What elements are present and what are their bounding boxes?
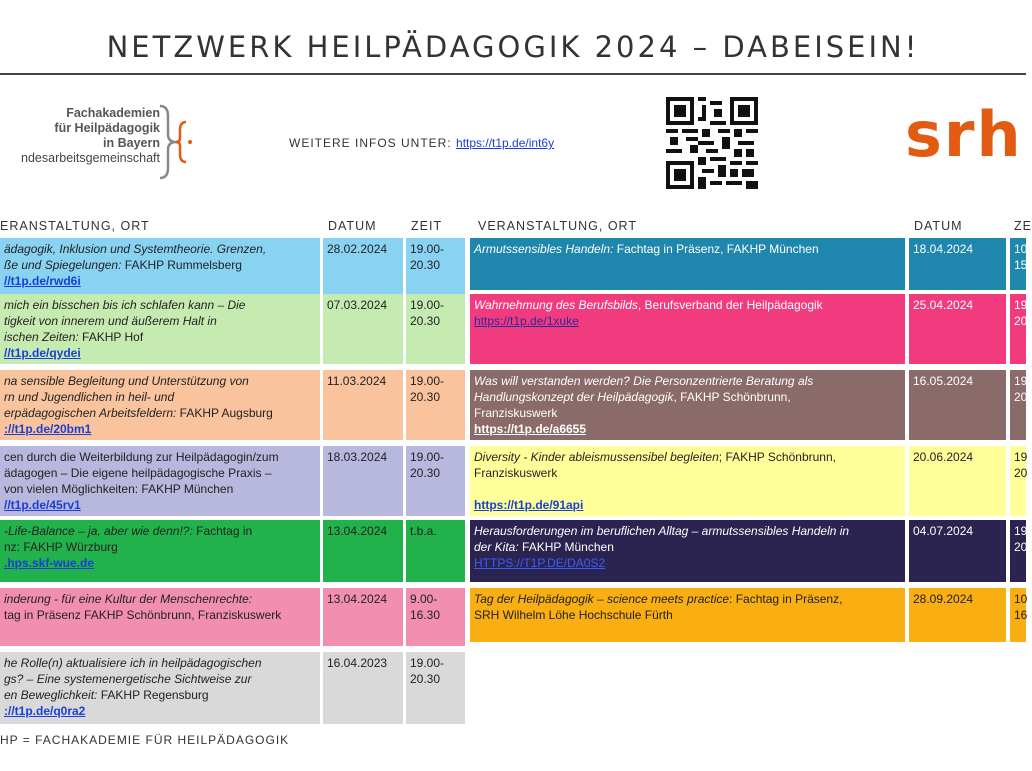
event-title: Tag der Heilpädagogik – science meets practice — [474, 592, 730, 606]
event-time: 10 15 — [1010, 238, 1026, 290]
event-title: inderung - für eine Kultur der Menschenrechte: — [4, 592, 253, 606]
event-cell — [470, 588, 905, 642]
title-divider — [0, 73, 1026, 75]
event-cell — [0, 446, 320, 516]
event-link[interactable]: //t1p.de/qydei — [4, 346, 81, 360]
event-title: Handlungskonzept der Heilpädagogik — [474, 390, 674, 404]
event-title: -Life-Balance – ja, aber wie denn!?: — [4, 524, 193, 538]
event-link[interactable]: ://t1p.de/20bm1 — [4, 422, 92, 436]
srh-logo: srh — [905, 98, 1023, 171]
logo-line-4: ndesarbeitsgemeinschaft — [21, 151, 160, 165]
event-title: ädagogik, Inklusion und Systemtheorie. Grenzen, — [4, 242, 267, 256]
event-date: 16.04.2023 — [323, 652, 403, 724]
event-type: Fachtag in — [192, 524, 253, 538]
event-location: Franziskuswerk — [474, 406, 558, 420]
event-date: 28.02.2024 — [323, 238, 403, 299]
event-location: von vielen Möglichkeiten: FAKHP München — [4, 482, 234, 496]
event-location: tag in Präsenz FAKHP Schönbrunn, Franziskuswerk — [4, 608, 282, 622]
event-time: 19 20 — [1010, 446, 1026, 516]
event-date: 25.04.2024 — [909, 294, 1006, 364]
event-time: 19.00- 20.30 — [406, 238, 465, 299]
event-cell — [0, 238, 320, 299]
event-title: cen durch die Weiterbildung zur Heilpädagogin/zum — [4, 450, 279, 464]
infos-label: WEITERE INFOS UNTER: — [289, 136, 452, 150]
event-time: 9.00- 16.30 — [406, 588, 465, 646]
event-title: der Kita: — [474, 540, 519, 554]
event-time: t.b.a. — [406, 520, 465, 582]
header-right-date: DATUM — [914, 219, 963, 233]
event-title: ädagogen – Die eigene heilpädagogische Praxis – — [4, 466, 272, 480]
header-left-time: ZEIT — [411, 219, 443, 233]
event-cell — [470, 238, 905, 290]
event-title: Wahrnehmung des Berufsbilds — [474, 298, 638, 312]
page-title: NETZWERK HEILPÄDAGOGIK 2024 – DABEISEIN! — [106, 30, 920, 64]
event-link[interactable]: HTTPS://T1P.DE/DA0S2 — [474, 556, 606, 570]
event-time: 19 20 — [1010, 294, 1026, 364]
event-location: Franziskuswerk — [474, 466, 558, 480]
event-link[interactable]: https://t1p.de/91api — [474, 498, 584, 512]
event-location: FAKHP Hof — [78, 330, 144, 344]
event-title: Herausforderungen im beruflichen Alltag – armutssensibles Handeln in — [474, 524, 850, 538]
header-right-time: ZE — [1014, 219, 1032, 233]
event-cell — [470, 446, 905, 516]
event-title: gs? – Eine systemenergetische Sichtweise zur — [4, 672, 252, 686]
event-location: ; FAKHP Schönbrunn, — [718, 450, 836, 464]
event-type: : Fachtag in Präsenz, — [729, 592, 843, 606]
event-location: FAKHP Augsburg — [176, 406, 273, 420]
event-title: tigkeit von innerem und äußerem Halt in — [4, 314, 217, 328]
event-time: 19.00- 20.30 — [406, 652, 465, 724]
event-date: 18.03.2024 — [323, 446, 403, 516]
event-date: 11.03.2024 — [323, 370, 403, 440]
logo-line-2: für Heilpädagogik — [54, 121, 160, 135]
event-title: erpädagogischen Arbeitsfeldern: — [4, 406, 177, 420]
event-title: Armutssensibles Handeln: — [474, 242, 614, 256]
event-title: he Rolle(n) aktualisiere ich in heilpädagogischen — [4, 656, 262, 670]
event-time: 19.00- 20.30 — [406, 294, 465, 364]
event-title: mich ein bisschen bis ich schlafen kann – Die — [4, 298, 246, 312]
event-title: Diversity - Kinder ableismussensibel begleiten — [474, 450, 719, 464]
event-location: FAKHP Rummelsberg — [121, 258, 242, 272]
event-date: 20.06.2024 — [909, 446, 1006, 516]
event-cell — [470, 370, 905, 440]
event-date: 04.07.2024 — [909, 520, 1006, 582]
event-cell — [0, 588, 320, 646]
header-left-date: DATUM — [328, 219, 377, 233]
event-date: 18.04.2024 — [909, 238, 1006, 290]
event-cell — [0, 652, 320, 724]
event-title: en Beweglichkeit: — [4, 688, 98, 702]
event-title: Was will verstanden werden? Die Personzentrierte Beratung als — [474, 374, 814, 388]
event-date: 16.05.2024 — [909, 370, 1006, 440]
event-cell — [470, 520, 905, 582]
brace-logo-icon — [156, 102, 196, 182]
event-time: 19 20 — [1010, 520, 1026, 582]
event-date: 13.04.2024 — [323, 520, 403, 582]
logo-line-1: Fachakademien — [66, 106, 160, 120]
event-location: FAKHP München — [518, 540, 614, 554]
event-title: ischen Zeiten: — [4, 330, 79, 344]
event-link[interactable]: https://t1p.de/1xuke — [474, 314, 579, 328]
event-cell — [0, 294, 320, 364]
event-link[interactable]: .hps.skf-wue.de — [4, 556, 95, 570]
event-location: nz: FAKHP Würzburg — [4, 540, 118, 554]
event-location: , FAKHP Schönbrunn, — [673, 390, 791, 404]
event-date: 13.04.2024 — [323, 588, 403, 646]
event-location: Fachtag in Präsenz, FAKHP München — [613, 242, 819, 256]
header-right-event: VERANSTALTUNG, ORT — [478, 219, 637, 233]
event-cell — [0, 370, 320, 440]
event-time: 19.00- 20.30 — [406, 446, 465, 516]
further-info — [289, 136, 554, 150]
event-link[interactable]: //t1p.de/rwd6i — [4, 274, 81, 288]
infos-link[interactable]: https://t1p.de/int6y — [456, 136, 555, 150]
event-title: rn und Jugendlichen in heil- und — [4, 390, 175, 404]
event-link[interactable]: //t1p.de/45rv1 — [4, 498, 81, 512]
qr-code-icon — [666, 97, 758, 189]
event-title: ße und Spiegelungen: — [4, 258, 122, 272]
event-location: SRH Wilhelm Löhe Hochschule Fürth — [474, 608, 673, 622]
event-cell — [0, 520, 320, 582]
event-link[interactable]: https://t1p.de/a6655 — [474, 422, 587, 436]
event-link[interactable]: ://t1p.de/q0ra2 — [4, 704, 86, 718]
event-date: 28.09.2024 — [909, 588, 1006, 642]
event-cell — [470, 294, 905, 364]
footer-note: HP = FACHAKADEMIE FÜR HEILPÄDAGOGIK — [0, 733, 290, 747]
event-title: na sensible Begleitung und Unterstützung von — [4, 374, 249, 388]
logo-line-3: in Bayern — [103, 136, 160, 150]
event-time: 10 16 — [1010, 588, 1026, 642]
event-location: , Berufsverband der Heilpädagogik — [637, 298, 823, 312]
header-left-event: ERANSTALTUNG, ORT — [0, 219, 150, 233]
event-location: FAKHP Regensburg — [97, 688, 209, 702]
event-date: 07.03.2024 — [323, 294, 403, 364]
fachakademien-logo — [0, 106, 160, 166]
event-time: 19 20 — [1010, 370, 1026, 440]
event-time: 19.00- 20.30 — [406, 370, 465, 440]
